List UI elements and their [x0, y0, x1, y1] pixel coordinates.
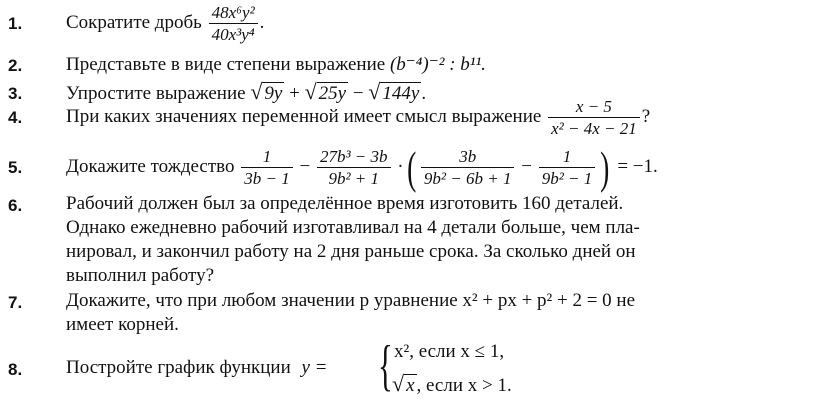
problem-1-number: 1. — [8, 14, 23, 33]
sqrt-term-2: √ 25y — [304, 79, 347, 104]
identity-fraction-1: $\frac{1}{3b - 1}$ — [241, 146, 292, 189]
problem-1-text: Сократите дробь — [66, 11, 202, 33]
problem-4-text: При каких значениях переменной имеет смысл выражение — [66, 105, 542, 127]
problem-2-text: Представьте в виде степени выражение — [66, 54, 386, 75]
problem-6-line-4: выполнил работу? — [66, 265, 215, 286]
piecewise-case-2: √ x , если x > 1. — [392, 371, 512, 396]
problem-5: Докажите тождество $\frac{1}{3b - 1}$ − $\frac{\text{27b³ − 3b}}{\text{9b² + 1}}$ ·( $\frac{3b}{\text{9b² − 6b + 1}}$ − $\frac{1}{\text{9b² − 1}}$ ) = −1. — [66, 141, 658, 193]
piecewise-brace: { — [378, 335, 393, 397]
problem-7-number: 7. — [8, 293, 23, 312]
sqrt-term-3: √ 144y — [368, 79, 420, 104]
function-lhs: y = — [301, 357, 328, 378]
problem-5-text: Докажите тождество — [66, 155, 235, 177]
problem-1 — [66, 2, 264, 45]
identity-fraction-2: $\frac{\text{27b³ − 3b}}{\text{9b² + 1}}$ — [317, 146, 391, 189]
problem-4-tail: ? — [641, 105, 651, 127]
problem-2-expression: (b⁻⁴)⁻² : b¹¹. — [389, 54, 486, 75]
fraction-denominator: 40x³y⁴ — [209, 23, 258, 45]
problem-6-number: 6. — [8, 196, 23, 215]
problem-1-tail: . — [259, 11, 265, 33]
fraction-denominator: x² − 4x − 21 — [548, 117, 640, 139]
problem-3-number: 3. — [8, 84, 23, 103]
problem-6-line-1: Рабочий должен был за определённое время изготовить 160 деталей. — [66, 193, 624, 214]
problem-8 — [66, 356, 328, 380]
identity-rhs: = −1. — [617, 155, 658, 177]
problem-8-number: 8. — [8, 360, 23, 379]
problem-3-text: Упростите выражение — [66, 83, 246, 104]
problem-4-number: 4. — [8, 108, 23, 127]
problem-7-line-2: имеет корней. — [66, 314, 179, 335]
problem-1-fraction — [209, 2, 258, 45]
problem-4 — [66, 96, 650, 139]
piecewise-case-1: x², если x ≤ 1, — [394, 341, 505, 362]
problem-4-fraction — [548, 96, 640, 139]
problem-2-number: 2. — [8, 56, 23, 75]
problem-5-number: 5. — [8, 158, 23, 177]
problem-6-line-3: нировал, и закончил работу на 2 дня раньше срока. За сколько дней он — [66, 241, 636, 262]
sqrt-term-1: √ 9y — [250, 79, 283, 104]
problem-3: Упростите выражение √ 9y + √ 25y − √ 144y . — [66, 79, 427, 104]
fraction-numerator: 48x⁶y² — [211, 3, 255, 22]
identity-fraction-3: $\frac{3b}{\text{9b² − 6b + 1}}$ — [421, 146, 515, 189]
identity-fraction-4: $\frac{1}{\text{9b² − 1}}$ — [539, 146, 596, 189]
fraction-numerator: x − 5 — [575, 97, 612, 116]
problem-7-line-1: Докажите, что при любом значении p уравнение x² + px + p² + 2 = 0 не — [66, 290, 636, 311]
sqrt-x: √ x — [392, 371, 415, 396]
problem-3-tail: . — [421, 83, 427, 104]
problem-6-line-2: Однако ежедневно рабочий изготавливал на 4 детали больше, чем пла- — [66, 217, 640, 238]
problem-8-text: Постройте график функции — [66, 357, 291, 378]
problem-2 — [66, 53, 486, 77]
